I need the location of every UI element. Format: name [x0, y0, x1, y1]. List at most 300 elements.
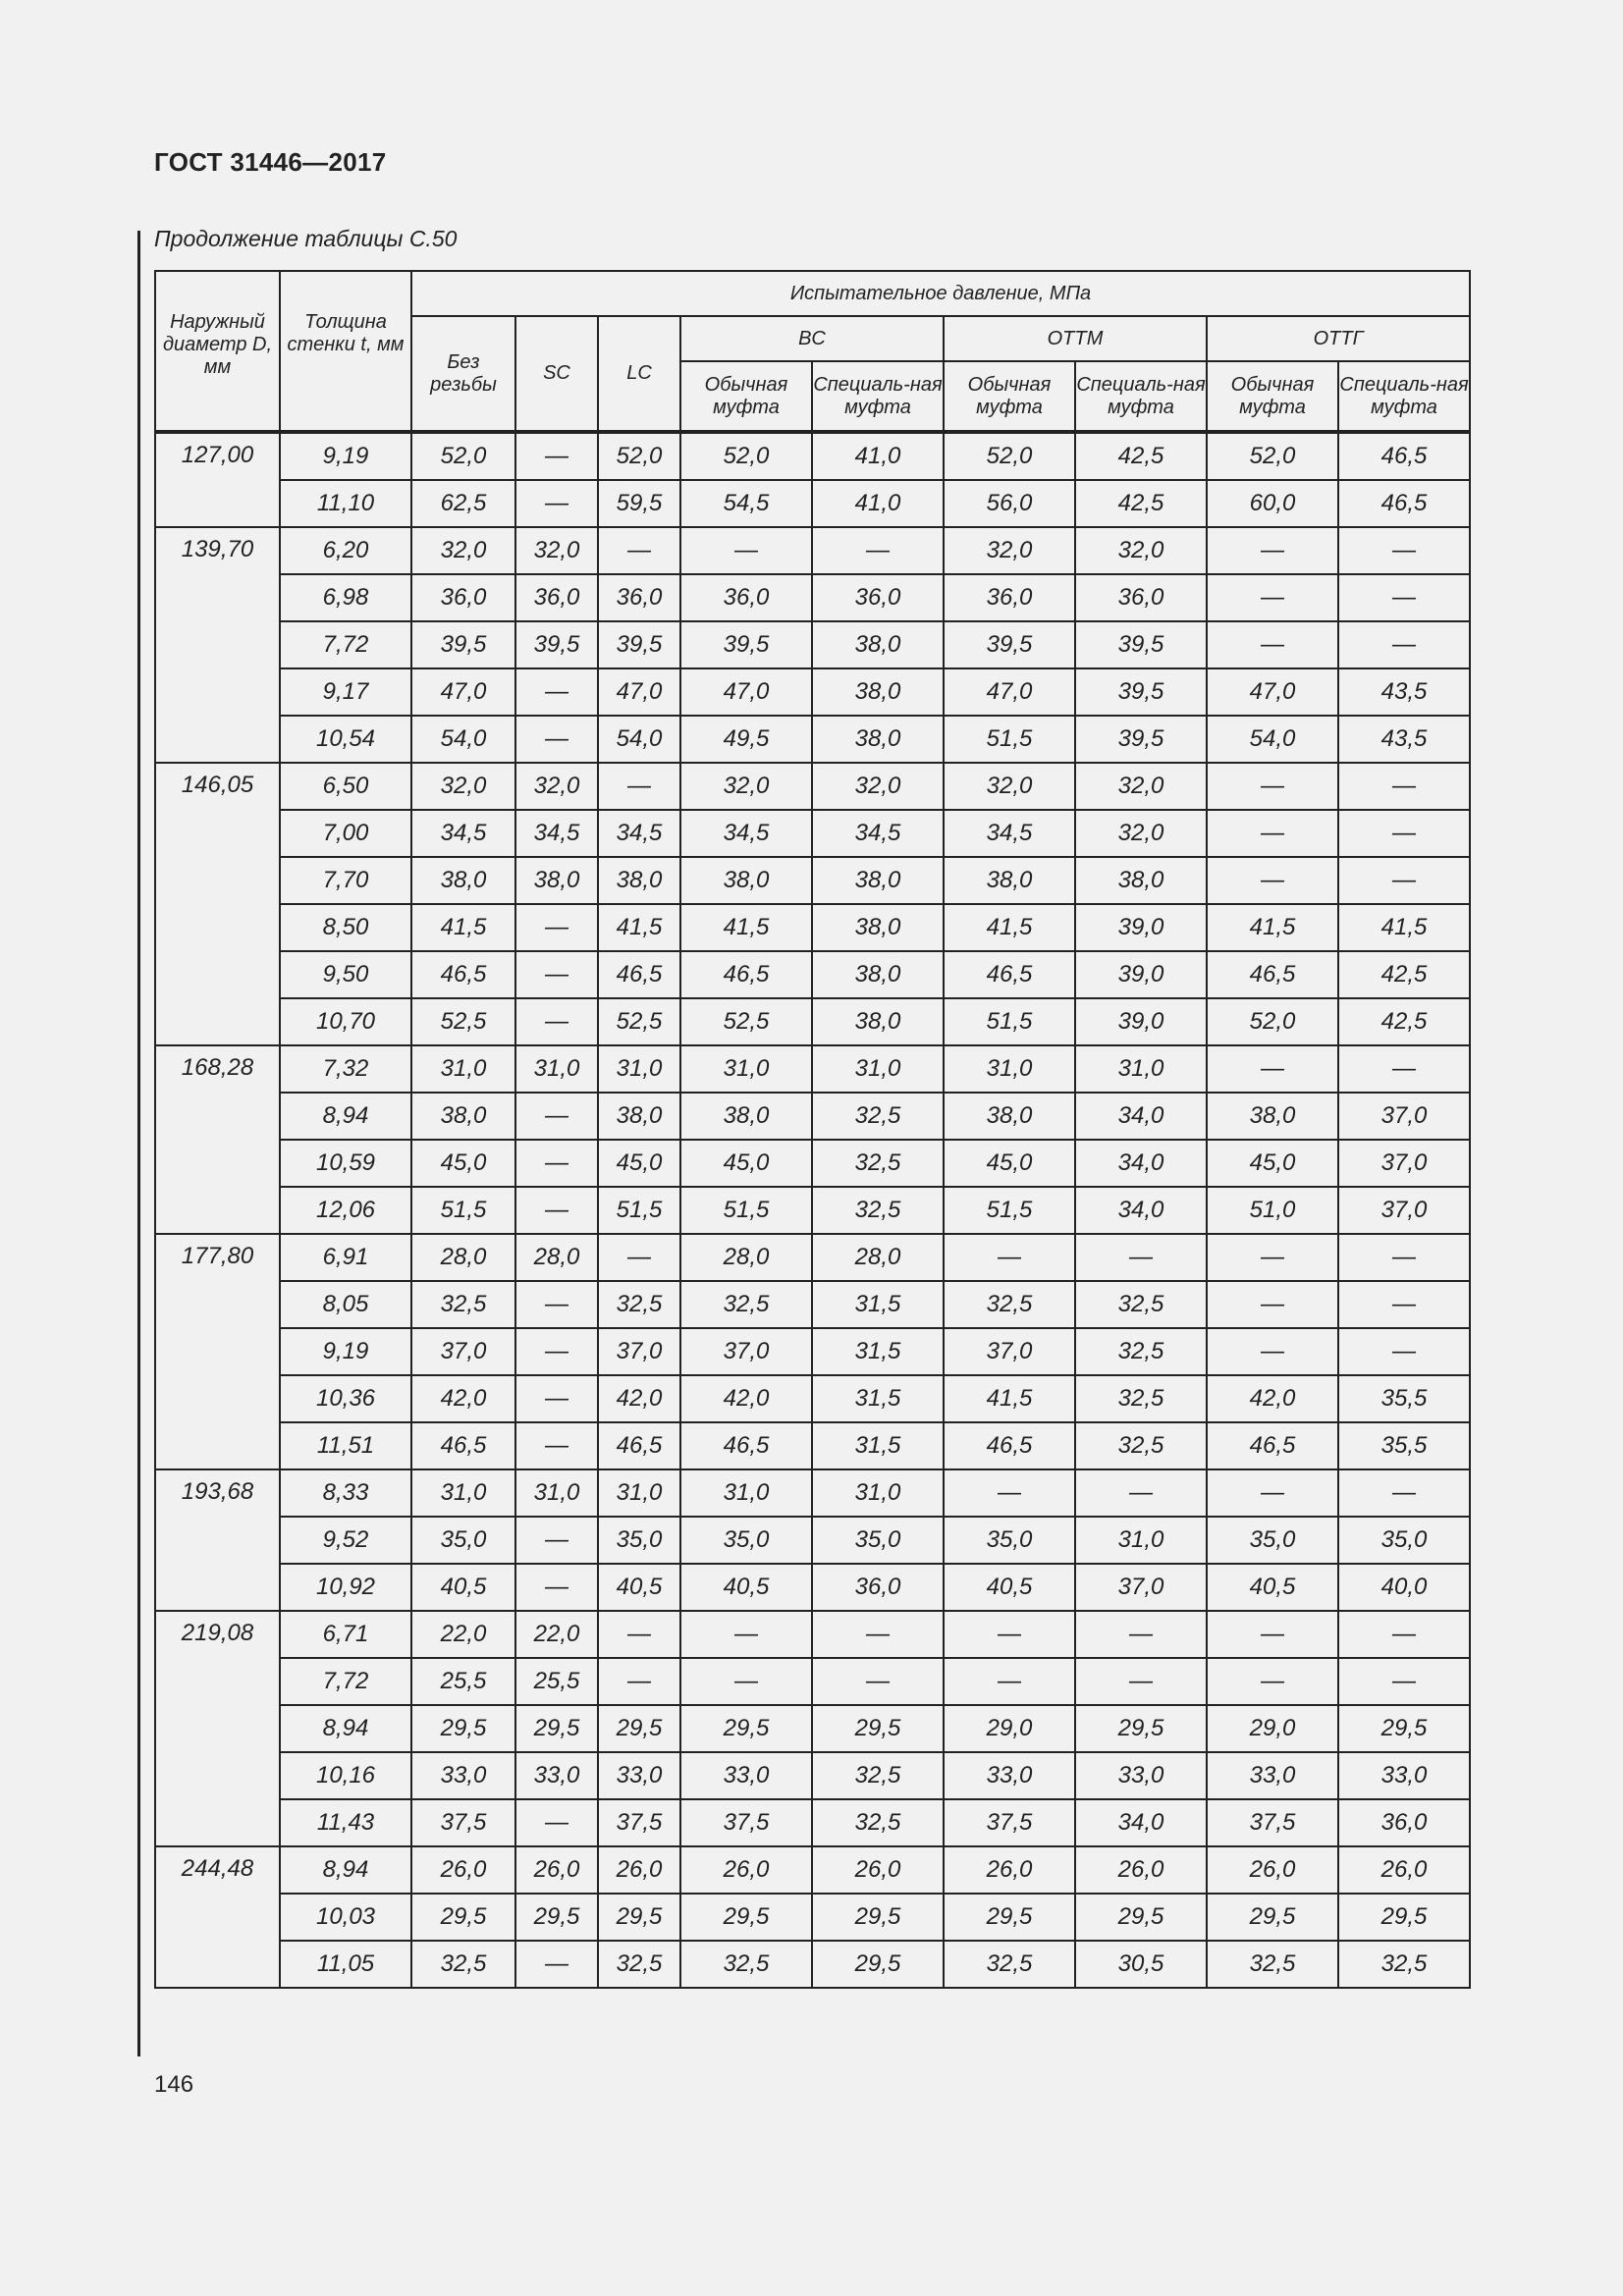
- wall-thickness-cell: 8,50: [280, 904, 411, 951]
- pressure-cell: 46,5: [411, 1422, 515, 1469]
- pressure-cell: 41,5: [1338, 904, 1470, 951]
- pressure-cell: 40,5: [944, 1564, 1075, 1611]
- pressure-cell: —: [1075, 1234, 1207, 1281]
- pressure-cell: 38,0: [598, 1093, 680, 1140]
- pressure-cell: 35,5: [1338, 1422, 1470, 1469]
- pressure-cell: 31,0: [812, 1045, 944, 1093]
- pressure-cell: —: [515, 1187, 598, 1234]
- table-row: [155, 857, 1470, 904]
- pressure-cell: 32,5: [598, 1281, 680, 1328]
- pressure-cell: 38,0: [944, 857, 1075, 904]
- pressure-cell: —: [598, 527, 680, 574]
- wall-thickness-cell: 9,17: [280, 668, 411, 716]
- pressure-cell: 47,0: [944, 668, 1075, 716]
- pressure-cell: 42,0: [411, 1375, 515, 1422]
- wall-thickness-cell: 10,92: [280, 1564, 411, 1611]
- pressure-cell: —: [1207, 810, 1338, 857]
- pressure-cell: 31,0: [598, 1045, 680, 1093]
- pressure-cell: 29,5: [598, 1894, 680, 1941]
- wall-thickness-cell: 10,16: [280, 1752, 411, 1799]
- wall-thickness-cell: 11,10: [280, 480, 411, 527]
- col-header-bc-regular: Обычная муфта: [680, 361, 812, 432]
- pressure-cell: 41,0: [812, 432, 944, 480]
- table-row: [155, 1658, 1470, 1705]
- pressure-cell: 26,0: [1075, 1846, 1207, 1894]
- pressure-cell: 38,0: [515, 857, 598, 904]
- pressure-cell: 39,0: [1075, 951, 1207, 998]
- pressure-cell: 46,5: [598, 951, 680, 998]
- pressure-cell: 29,5: [1338, 1894, 1470, 1941]
- pressure-cell: 29,5: [812, 1894, 944, 1941]
- pressure-cell: 37,5: [944, 1799, 1075, 1846]
- pressure-cell: 34,5: [515, 810, 598, 857]
- pressure-cell: 52,0: [411, 432, 515, 480]
- pressure-cell: 32,5: [411, 1941, 515, 1988]
- table-row: [155, 763, 1470, 810]
- wall-thickness-cell: 10,70: [280, 998, 411, 1045]
- pressure-cell: 52,5: [598, 998, 680, 1045]
- table-row: [155, 574, 1470, 621]
- wall-thickness-cell: 10,36: [280, 1375, 411, 1422]
- pressure-cell: 51,5: [598, 1187, 680, 1234]
- pressure-cell: 31,0: [1075, 1517, 1207, 1564]
- pressure-cell: 40,5: [680, 1564, 812, 1611]
- pressure-cell: 39,5: [1075, 716, 1207, 763]
- pressure-cell: 28,0: [515, 1234, 598, 1281]
- col-header-ottm: ОТТМ: [944, 316, 1207, 361]
- pressure-cell: —: [944, 1658, 1075, 1705]
- pressure-cell: 42,5: [1338, 951, 1470, 998]
- wall-thickness-cell: 10,03: [280, 1894, 411, 1941]
- col-header-outer-diameter: Наружный диаметр D, мм: [155, 271, 280, 432]
- table-row: [155, 1045, 1470, 1093]
- pressure-cell: 25,5: [411, 1658, 515, 1705]
- pressure-cell: —: [515, 668, 598, 716]
- pressure-cell: 56,0: [944, 480, 1075, 527]
- pressure-cell: 38,0: [812, 621, 944, 668]
- pressure-cell: 32,5: [812, 1752, 944, 1799]
- pressure-cell: 41,0: [812, 480, 944, 527]
- pressure-cell: —: [515, 1422, 598, 1469]
- pressure-cell: —: [515, 480, 598, 527]
- pressure-cell: —: [515, 1375, 598, 1422]
- outer-diameter-cell: 139,70: [155, 527, 280, 763]
- pressure-cell: 46,5: [680, 1422, 812, 1469]
- pressure-cell: —: [1338, 810, 1470, 857]
- pressure-cell: 33,0: [515, 1752, 598, 1799]
- pressure-cell: 32,0: [411, 763, 515, 810]
- pressure-cell: —: [812, 1611, 944, 1658]
- pressure-cell: —: [1207, 621, 1338, 668]
- table-row: [155, 1752, 1470, 1799]
- pressure-cell: 38,0: [812, 716, 944, 763]
- pressure-cell: 38,0: [812, 857, 944, 904]
- pressure-cell: 52,0: [598, 432, 680, 480]
- pressure-cell: 29,5: [944, 1894, 1075, 1941]
- col-header-no-thread: Без резьбы: [411, 316, 515, 432]
- wall-thickness-cell: 8,33: [280, 1469, 411, 1517]
- pressure-cell: 29,5: [598, 1705, 680, 1752]
- pressure-cell: —: [1338, 1281, 1470, 1328]
- pressure-cell: —: [944, 1611, 1075, 1658]
- pressure-cell: 45,0: [411, 1140, 515, 1187]
- pressure-cell: 36,0: [812, 574, 944, 621]
- pressure-cell: —: [1207, 1281, 1338, 1328]
- pressure-cell: —: [598, 763, 680, 810]
- pressure-cell: 37,0: [1338, 1140, 1470, 1187]
- pressure-cell: 32,0: [1075, 527, 1207, 574]
- pressure-cell: —: [1207, 574, 1338, 621]
- pressure-cell: 32,0: [411, 527, 515, 574]
- table-caption: Продолжение таблицы С.50: [154, 226, 458, 251]
- pressure-cell: —: [598, 1611, 680, 1658]
- pressure-cell: 31,5: [812, 1375, 944, 1422]
- outer-diameter-cell: 244,48: [155, 1846, 280, 1988]
- pressure-cell: 39,5: [515, 621, 598, 668]
- pressure-cell: 26,0: [1207, 1846, 1338, 1894]
- pressure-cell: 35,0: [411, 1517, 515, 1564]
- pressure-cell: —: [1207, 527, 1338, 574]
- outer-diameter-cell: 219,08: [155, 1611, 280, 1846]
- pressure-cell: 33,0: [598, 1752, 680, 1799]
- pressure-cell: —: [1338, 857, 1470, 904]
- wall-thickness-cell: 6,20: [280, 527, 411, 574]
- table-row: [155, 1328, 1470, 1375]
- pressure-cell: 62,5: [411, 480, 515, 527]
- pressure-cell: 46,5: [680, 951, 812, 998]
- page-number: 146: [154, 2071, 194, 2098]
- wall-thickness-cell: 10,54: [280, 716, 411, 763]
- pressure-cell: —: [515, 951, 598, 998]
- table-row: [155, 1234, 1470, 1281]
- pressure-cell: 29,0: [944, 1705, 1075, 1752]
- pressure-cell: —: [944, 1469, 1075, 1517]
- pressure-cell: 32,5: [944, 1941, 1075, 1988]
- pressure-cell: 29,5: [1075, 1705, 1207, 1752]
- pressure-cell: —: [1207, 1328, 1338, 1375]
- pressure-cell: 25,5: [515, 1658, 598, 1705]
- pressure-cell: 35,5: [1338, 1375, 1470, 1422]
- pressure-cell: 32,5: [1338, 1941, 1470, 1988]
- wall-thickness-cell: 10,59: [280, 1140, 411, 1187]
- table-row: [155, 1187, 1470, 1234]
- pressure-cell: 34,5: [598, 810, 680, 857]
- pressure-cell: 34,5: [812, 810, 944, 857]
- pressure-cell: 39,5: [680, 621, 812, 668]
- table-row: [155, 716, 1470, 763]
- wall-thickness-cell: 7,72: [280, 1658, 411, 1705]
- pressure-cell: 32,5: [598, 1941, 680, 1988]
- pressure-cell: 32,0: [944, 763, 1075, 810]
- pressure-cell: 35,0: [598, 1517, 680, 1564]
- pressure-cell: 39,0: [1075, 998, 1207, 1045]
- table-row: [155, 1093, 1470, 1140]
- pressure-cell: 38,0: [680, 857, 812, 904]
- pressure-cell: 37,0: [598, 1328, 680, 1375]
- wall-thickness-cell: 8,05: [280, 1281, 411, 1328]
- pressure-cell: 35,0: [1338, 1517, 1470, 1564]
- pressure-cell: 46,5: [1207, 1422, 1338, 1469]
- pressure-cell: 32,0: [944, 527, 1075, 574]
- col-header-ottm-special: Специаль-ная муфта: [1075, 361, 1207, 432]
- table-row: [155, 1281, 1470, 1328]
- wall-thickness-cell: 9,19: [280, 1328, 411, 1375]
- pressure-cell: —: [1338, 1045, 1470, 1093]
- pressure-cell: 34,5: [680, 810, 812, 857]
- pressure-cell: 42,0: [598, 1375, 680, 1422]
- pressure-cell: 41,5: [411, 904, 515, 951]
- wall-thickness-cell: 6,91: [280, 1234, 411, 1281]
- pressure-cell: 38,0: [598, 857, 680, 904]
- pressure-cell: —: [1338, 621, 1470, 668]
- pressure-cell: 38,0: [411, 1093, 515, 1140]
- pressure-cell: —: [1338, 1469, 1470, 1517]
- table-row: [155, 1564, 1470, 1611]
- pressure-cell: 49,5: [680, 716, 812, 763]
- pressure-cell: —: [515, 1517, 598, 1564]
- pressure-cell: 47,0: [1207, 668, 1338, 716]
- pressure-cell: 52,5: [411, 998, 515, 1045]
- pressure-cell: 32,0: [680, 763, 812, 810]
- wall-thickness-cell: 9,19: [280, 432, 411, 480]
- table-row: [155, 1941, 1470, 1988]
- pressure-cell: —: [515, 1140, 598, 1187]
- pressure-cell: —: [598, 1658, 680, 1705]
- pressure-cell: 32,5: [680, 1281, 812, 1328]
- pressure-cell: —: [1338, 527, 1470, 574]
- pressure-cell: 52,0: [680, 432, 812, 480]
- wall-thickness-cell: 7,00: [280, 810, 411, 857]
- table-body: [155, 432, 1470, 1988]
- wall-thickness-cell: 8,94: [280, 1093, 411, 1140]
- pressure-cell: 34,5: [944, 810, 1075, 857]
- pressure-cell: —: [515, 432, 598, 480]
- pressure-cell: 38,0: [812, 668, 944, 716]
- table-row: [155, 432, 1470, 480]
- col-header-sc: SC: [515, 316, 598, 432]
- pressure-cell: 29,5: [812, 1941, 944, 1988]
- table-header: [155, 271, 1470, 432]
- pressure-cell: —: [680, 1611, 812, 1658]
- wall-thickness-cell: 6,98: [280, 574, 411, 621]
- pressure-cell: 43,5: [1338, 716, 1470, 763]
- pressure-cell: 29,5: [812, 1705, 944, 1752]
- pressure-cell: 34,0: [1075, 1093, 1207, 1140]
- pressure-cell: 52,0: [1207, 432, 1338, 480]
- pressure-cell: —: [515, 904, 598, 951]
- pressure-cell: 34,5: [411, 810, 515, 857]
- table-row: [155, 668, 1470, 716]
- pressure-cell: 60,0: [1207, 480, 1338, 527]
- table-row: [155, 480, 1470, 527]
- table-row: [155, 904, 1470, 951]
- pressure-cell: —: [1338, 574, 1470, 621]
- pressure-cell: —: [1338, 763, 1470, 810]
- pressure-cell: 35,0: [1207, 1517, 1338, 1564]
- pressure-cell: 31,0: [680, 1469, 812, 1517]
- pressure-cell: 51,5: [944, 1187, 1075, 1234]
- pressure-cell: 42,5: [1075, 480, 1207, 527]
- pressure-cell: 51,5: [944, 716, 1075, 763]
- pressure-cell: 26,0: [598, 1846, 680, 1894]
- pressure-cell: —: [598, 1234, 680, 1281]
- wall-thickness-cell: 7,72: [280, 621, 411, 668]
- pressure-cell: 46,5: [598, 1422, 680, 1469]
- pressure-cell: 29,5: [1207, 1894, 1338, 1941]
- table-row: [155, 810, 1470, 857]
- outer-diameter-cell: 146,05: [155, 763, 280, 1045]
- pressure-cell: 29,5: [515, 1894, 598, 1941]
- pressure-cell: 39,5: [598, 621, 680, 668]
- table-row: [155, 1517, 1470, 1564]
- pressure-cell: 37,5: [598, 1799, 680, 1846]
- pressure-cell: —: [1338, 1234, 1470, 1281]
- pressure-cell: 36,0: [515, 574, 598, 621]
- pressure-cell: —: [515, 998, 598, 1045]
- pressure-cell: 37,5: [411, 1799, 515, 1846]
- pressure-cell: 32,5: [812, 1187, 944, 1234]
- pressure-cell: 33,0: [680, 1752, 812, 1799]
- pressure-cell: 37,5: [1207, 1799, 1338, 1846]
- pressure-cell: 29,5: [680, 1894, 812, 1941]
- col-header-lc: LC: [598, 316, 680, 432]
- wall-thickness-cell: 11,05: [280, 1941, 411, 1988]
- pressure-cell: 46,5: [1207, 951, 1338, 998]
- pressure-cell: 22,0: [411, 1611, 515, 1658]
- pressure-cell: 45,0: [1207, 1140, 1338, 1187]
- pressure-cell: 31,5: [812, 1422, 944, 1469]
- pressure-cell: 40,5: [598, 1564, 680, 1611]
- pressure-cell: 31,0: [515, 1045, 598, 1093]
- col-header-bc: BC: [680, 316, 944, 361]
- pressure-cell: —: [1207, 1469, 1338, 1517]
- pressure-cell: 40,5: [411, 1564, 515, 1611]
- pressure-cell: —: [944, 1234, 1075, 1281]
- outer-diameter-cell: 168,28: [155, 1045, 280, 1234]
- pressure-cell: 29,5: [680, 1705, 812, 1752]
- pressure-cell: 31,0: [1075, 1045, 1207, 1093]
- pressure-cell: 51,5: [944, 998, 1075, 1045]
- pressure-cell: 38,0: [944, 1093, 1075, 1140]
- col-header-ottg-regular: Обычная муфта: [1207, 361, 1338, 432]
- pressure-cell: 28,0: [812, 1234, 944, 1281]
- wall-thickness-cell: 6,50: [280, 763, 411, 810]
- pressure-cell: 41,5: [944, 1375, 1075, 1422]
- pressure-cell: 38,0: [1207, 1093, 1338, 1140]
- pressure-cell: 26,0: [515, 1846, 598, 1894]
- pressure-cell: 34,0: [1075, 1187, 1207, 1234]
- pressure-cell: 38,0: [812, 951, 944, 998]
- pressure-cell: 31,0: [944, 1045, 1075, 1093]
- pressure-cell: —: [680, 1658, 812, 1705]
- pressure-cell: 32,0: [515, 527, 598, 574]
- pressure-cell: 52,5: [680, 998, 812, 1045]
- pressure-cell: —: [1207, 1234, 1338, 1281]
- pressure-cell: 39,5: [1075, 621, 1207, 668]
- table-row: [155, 1140, 1470, 1187]
- pressure-cell: 54,0: [598, 716, 680, 763]
- wall-thickness-cell: 9,50: [280, 951, 411, 998]
- pressure-cell: 45,0: [944, 1140, 1075, 1187]
- pressure-cell: 29,0: [1207, 1705, 1338, 1752]
- col-header-test-pressure: Испытательное давление, МПа: [411, 271, 1470, 316]
- pressure-cell: 35,0: [944, 1517, 1075, 1564]
- pressure-cell: 29,5: [1075, 1894, 1207, 1941]
- pressure-cell: 26,0: [944, 1846, 1075, 1894]
- pressure-cell: 51,5: [680, 1187, 812, 1234]
- pressure-cell: 34,0: [1075, 1799, 1207, 1846]
- pressure-cell: 47,0: [680, 668, 812, 716]
- pressure-cell: 46,5: [411, 951, 515, 998]
- pressure-cell: —: [1075, 1611, 1207, 1658]
- table-row: [155, 951, 1470, 998]
- pressure-cell: 32,0: [1075, 810, 1207, 857]
- pressure-cell: 33,0: [411, 1752, 515, 1799]
- pressure-cell: 41,5: [680, 904, 812, 951]
- pressure-cell: 32,5: [812, 1799, 944, 1846]
- pressure-cell: 33,0: [1207, 1752, 1338, 1799]
- pressure-cell: 39,5: [944, 621, 1075, 668]
- pressure-cell: 37,0: [411, 1328, 515, 1375]
- document-header: ГОСТ 31446—2017: [154, 147, 387, 177]
- pressure-cell: 35,0: [812, 1517, 944, 1564]
- pressure-cell: 47,0: [598, 668, 680, 716]
- pressure-cell: 31,0: [598, 1469, 680, 1517]
- pressure-cell: 37,0: [1338, 1187, 1470, 1234]
- table-row: [155, 1611, 1470, 1658]
- pressure-cell: 45,0: [680, 1140, 812, 1187]
- pressure-cell: 46,5: [944, 1422, 1075, 1469]
- pressure-cell: 32,5: [680, 1941, 812, 1988]
- pressure-cell: 37,0: [1075, 1564, 1207, 1611]
- outer-diameter-cell: 127,00: [155, 432, 280, 527]
- pressure-cell: 32,5: [812, 1093, 944, 1140]
- pressure-cell: 51,0: [1207, 1187, 1338, 1234]
- pressure-cell: 40,5: [1207, 1564, 1338, 1611]
- pressure-cell: 39,0: [1075, 904, 1207, 951]
- pressure-cell: —: [1207, 857, 1338, 904]
- pressure-cell: 46,5: [1338, 480, 1470, 527]
- pressure-cell: 32,5: [411, 1281, 515, 1328]
- pressure-cell: —: [515, 1941, 598, 1988]
- pressure-cell: 35,0: [680, 1517, 812, 1564]
- wall-thickness-cell: 8,94: [280, 1705, 411, 1752]
- pressure-cell: 37,0: [1338, 1093, 1470, 1140]
- pressure-cell: —: [1338, 1328, 1470, 1375]
- pressure-cell: —: [515, 716, 598, 763]
- pressure-cell: 31,0: [812, 1469, 944, 1517]
- pressure-cell: —: [1338, 1611, 1470, 1658]
- pressure-cell: 31,0: [680, 1045, 812, 1093]
- pressure-cell: 37,0: [944, 1328, 1075, 1375]
- pressure-cell: —: [1075, 1469, 1207, 1517]
- pressure-cell: —: [515, 1799, 598, 1846]
- pressure-cell: 32,5: [1075, 1422, 1207, 1469]
- pressure-cell: 29,5: [1338, 1705, 1470, 1752]
- pressure-cell: 32,5: [1207, 1941, 1338, 1988]
- pressure-cell: —: [1207, 1045, 1338, 1093]
- pressure-cell: 31,5: [812, 1328, 944, 1375]
- pressure-cell: 59,5: [598, 480, 680, 527]
- outer-diameter-cell: 177,80: [155, 1234, 280, 1469]
- pressure-cell: 52,0: [1207, 998, 1338, 1045]
- col-header-ottg: ОТТГ: [1207, 316, 1470, 361]
- wall-thickness-cell: 11,51: [280, 1422, 411, 1469]
- pressure-cell: —: [1207, 1611, 1338, 1658]
- pressure-cell: 26,0: [812, 1846, 944, 1894]
- pressure-cell: 33,0: [1075, 1752, 1207, 1799]
- pressure-cell: 40,0: [1338, 1564, 1470, 1611]
